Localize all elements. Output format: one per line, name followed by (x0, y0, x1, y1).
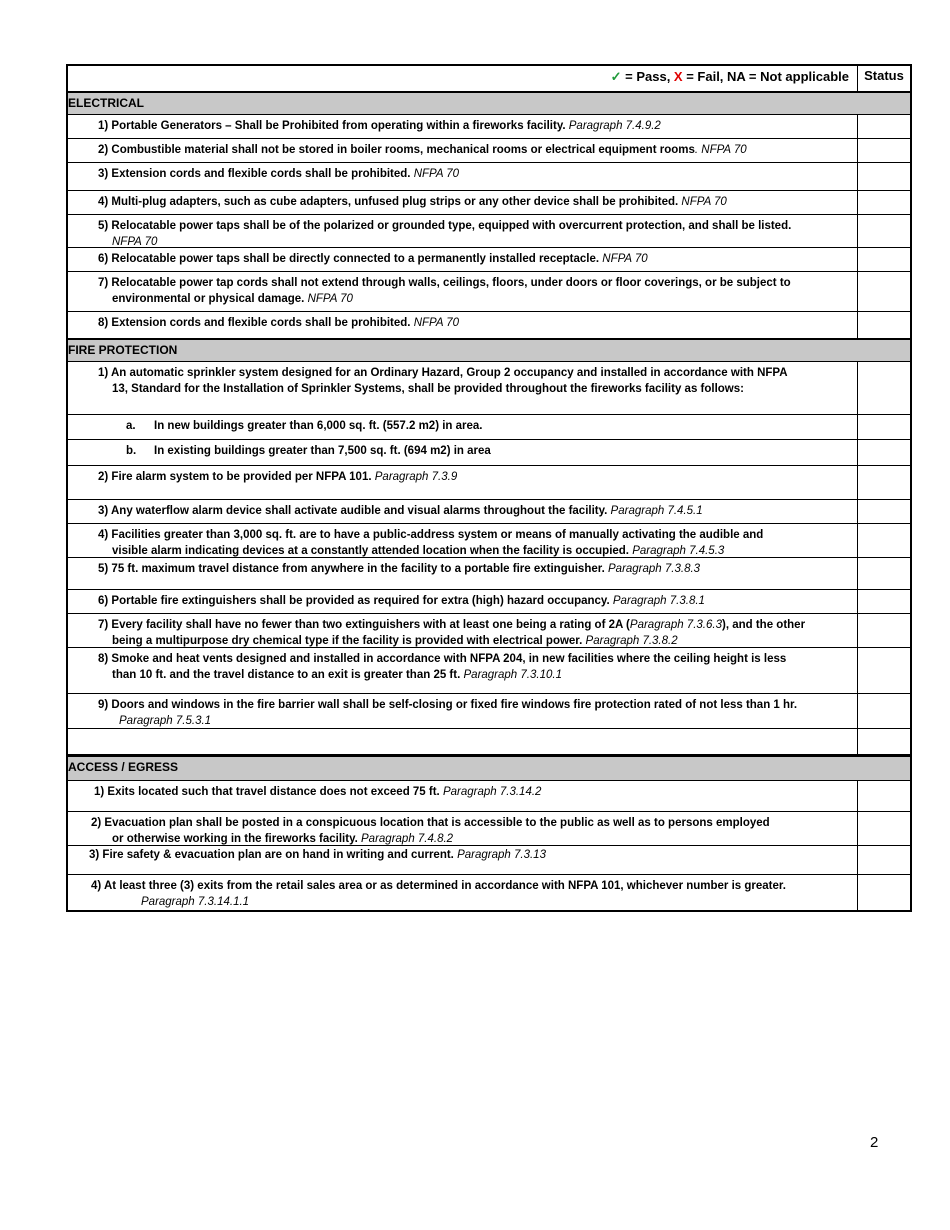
status-cell[interactable] (857, 500, 910, 523)
status-cell[interactable] (857, 846, 910, 874)
checklist-row: 1) Portable Generators – Shall be Prohibited from operating within a fireworks facility. Paragraph 7.4.9.2 (68, 115, 910, 139)
legend-pass-text: = Pass, (621, 69, 674, 84)
inspection-checklist-table (66, 64, 912, 912)
checklist-row: 5) Relocatable power taps shall be of the polarized or grounded type, equipped with overcurrent protection, and shall be listed. NFPA 70 (68, 215, 910, 248)
checklist-row: 3) Any waterflow alarm device shall activate audible and visual alarms throughout the facility. Paragraph 7.4.5.1 (68, 500, 910, 524)
status-cell[interactable] (857, 312, 910, 338)
checklist-row: 8) Smoke and heat vents designed and installed in accordance with NFPA 204, in new facilities where the ceiling height is less than 10 ft. and the travel distance to an exit is greater than 25 ft. Paragraph 7.3.10.1 (68, 648, 910, 694)
legend (68, 66, 857, 91)
status-cell[interactable] (857, 215, 910, 247)
status-cell[interactable] (857, 163, 910, 190)
legend-row (68, 66, 910, 92)
status-cell[interactable] (857, 729, 910, 754)
checklist-row: 9) Doors and windows in the fire barrier wall shall be self-closing or fixed fire windows fire protection rated of not less than 1 hr. Paragraph 7.5.3.1 (68, 694, 910, 729)
checklist-row: 1) Exits located such that travel distance does not exceed 75 ft. Paragraph 7.3.14.2 (68, 781, 910, 812)
checklist-row: 7) Relocatable power tap cords shall not extend through walls, ceilings, floors, under doors or floor coverings, or be subject to environmental or physical damage. NFPA 70 (68, 272, 910, 312)
checklist-row: 4) Facilities greater than 3,000 sq. ft. are to have a public-address system or means of manually activating the audible and visible alarm indicating devices at a constantly attended location when the facility is occupied. Paragraph 7.4.5.3 (68, 524, 910, 558)
status-cell[interactable] (857, 415, 910, 439)
checklist-row: 7) Every facility shall have no fewer than two extinguishers with at least one being a rating of 2A (Paragraph 7.3.6.3), and the other being a multipurpose dry chemical type if the facility is provided with electrical power. Paragraph 7.3.8.2 (68, 614, 910, 648)
status-cell[interactable] (857, 115, 910, 138)
checklist-subrow: b. In existing buildings greater than 7,500 sq. ft. (694 m2) in area (68, 440, 910, 466)
status-cell[interactable] (857, 440, 910, 465)
pass-check-icon: ✓ (610, 69, 622, 84)
checklist-row: 6) Portable fire extinguishers shall be provided as required for extra (high) hazard occupancy. Paragraph 7.3.8.1 (68, 590, 910, 614)
checklist-row: 1) An automatic sprinkler system designed for an Ordinary Hazard, Group 2 occupancy and installed in accordance with NFPA 13, Standard for the Installation of Sprinkler Systems, shall be provided throughout the fireworks facility as follows: (68, 362, 910, 415)
status-cell[interactable] (857, 272, 910, 311)
checklist-row: 8) Extension cords and flexible cords shall be prohibited. NFPA 70 (68, 312, 910, 339)
status-cell[interactable] (857, 139, 910, 162)
section-header-electrical: ELECTRICAL (68, 92, 910, 115)
status-cell[interactable] (857, 590, 910, 613)
checklist-row: 2) Combustible material shall not be stored in boiler rooms, mechanical rooms or electrical equipment rooms. NFPA 70 (68, 139, 910, 163)
status-cell[interactable] (857, 875, 910, 910)
status-cell[interactable] (857, 694, 910, 728)
status-column-header: Status (857, 66, 910, 91)
checklist-row: 2) Evacuation plan shall be posted in a conspicuous location that is accessible to the public as well as to persons employed or otherwise working in the fireworks facility. Paragraph 7.4.8.2 (68, 812, 910, 846)
status-cell[interactable] (857, 248, 910, 271)
checklist-row: 5) 75 ft. maximum travel distance from anywhere in the facility to a portable fire extinguisher. Paragraph 7.3.8.3 (68, 558, 910, 590)
fail-x-icon: X (673, 69, 683, 84)
status-cell[interactable] (857, 524, 910, 557)
legend-fail-text: = Fail, NA = Not applicable (682, 69, 849, 84)
checklist-row: 3) Extension cords and flexible cords shall be prohibited. NFPA 70 (68, 163, 910, 191)
blank-row (68, 729, 910, 755)
status-cell[interactable] (857, 362, 910, 414)
checklist-row: 4) At least three (3) exits from the retail sales area or as determined in accordance with NFPA 101, whichever number is greater. Paragraph 7.3.14.1.1 (68, 875, 910, 910)
status-cell[interactable] (857, 558, 910, 589)
status-cell[interactable] (857, 781, 910, 811)
checklist-subrow: a. In new buildings greater than 6,000 sq. ft. (557.2 m2) in area. (68, 415, 910, 440)
section-header-access-egress: ACCESS / EGRESS (68, 755, 910, 781)
status-cell[interactable] (857, 191, 910, 214)
checklist-row: 6) Relocatable power taps shall be directly connected to a permanently installed receptacle. NFPA 70 (68, 248, 910, 272)
status-cell[interactable] (857, 466, 910, 499)
status-cell[interactable] (857, 812, 910, 845)
page-number: 2 (870, 1134, 879, 1151)
checklist-row: 3) Fire safety & evacuation plan are on hand in writing and current. Paragraph 7.3.13 (68, 846, 910, 875)
section-header-fire-protection: FIRE PROTECTION (68, 339, 910, 362)
status-cell[interactable] (857, 614, 910, 647)
status-cell[interactable] (857, 648, 910, 693)
checklist-row: 2) Fire alarm system to be provided per NFPA 101. Paragraph 7.3.9 (68, 466, 910, 500)
checklist-row: 4) Multi-plug adapters, such as cube adapters, unfused plug strips or any other device shall be prohibited. NFPA 70 (68, 191, 910, 215)
